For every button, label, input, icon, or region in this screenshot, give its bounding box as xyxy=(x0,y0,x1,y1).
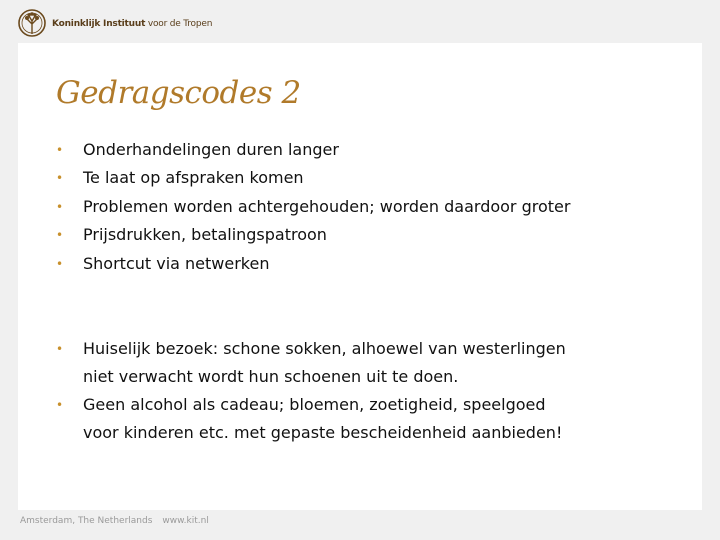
organization-name-rest: voor de Tropen xyxy=(145,19,213,29)
organization-name-bold: Koninklijk Instituut xyxy=(52,19,146,29)
bullet-text: Shortcut via netwerken xyxy=(83,254,270,273)
bullet-marker-icon: • xyxy=(56,257,64,271)
kit-logo-icon xyxy=(17,8,47,40)
bullet-text: Huiselijk bezoek: schone sokken, alhoewel van westerlingen xyxy=(83,339,566,358)
footer-url: www.kit.nl xyxy=(162,516,209,526)
bullet-text: Onderhandelingen duren langer xyxy=(83,140,339,159)
bullet-text: Prijsdrukken, betalingspatroon xyxy=(83,225,327,244)
header-bar xyxy=(0,0,720,42)
bullet-marker-icon: • xyxy=(56,200,64,214)
footer-location: Amsterdam, The Netherlands xyxy=(20,516,153,526)
bullet-text: Problemen worden achtergehouden; worden daardoor groter xyxy=(83,197,571,216)
bullet-marker-icon: • xyxy=(56,398,64,412)
slide-content xyxy=(18,43,702,510)
footer xyxy=(20,516,209,526)
bullet-text: Te laat op afspraken komen xyxy=(83,168,304,187)
bullet-text-continuation: voor kinderen etc. met gepaste bescheidenheid aanbieden! xyxy=(83,423,563,442)
bullet-text-continuation: niet verwacht wordt hun schoenen uit te doen. xyxy=(83,367,459,386)
bullet-marker-icon: • xyxy=(56,342,64,356)
bullet-marker-icon: • xyxy=(56,228,64,242)
slide-title: Gedragscodes 2 xyxy=(56,75,301,111)
organization-name xyxy=(52,19,212,29)
bullet-text: Geen alcohol als cadeau; bloemen, zoetigheid, speelgoed xyxy=(83,395,546,414)
bullet-marker-icon: • xyxy=(56,143,64,157)
bullet-marker-icon: • xyxy=(56,171,64,185)
